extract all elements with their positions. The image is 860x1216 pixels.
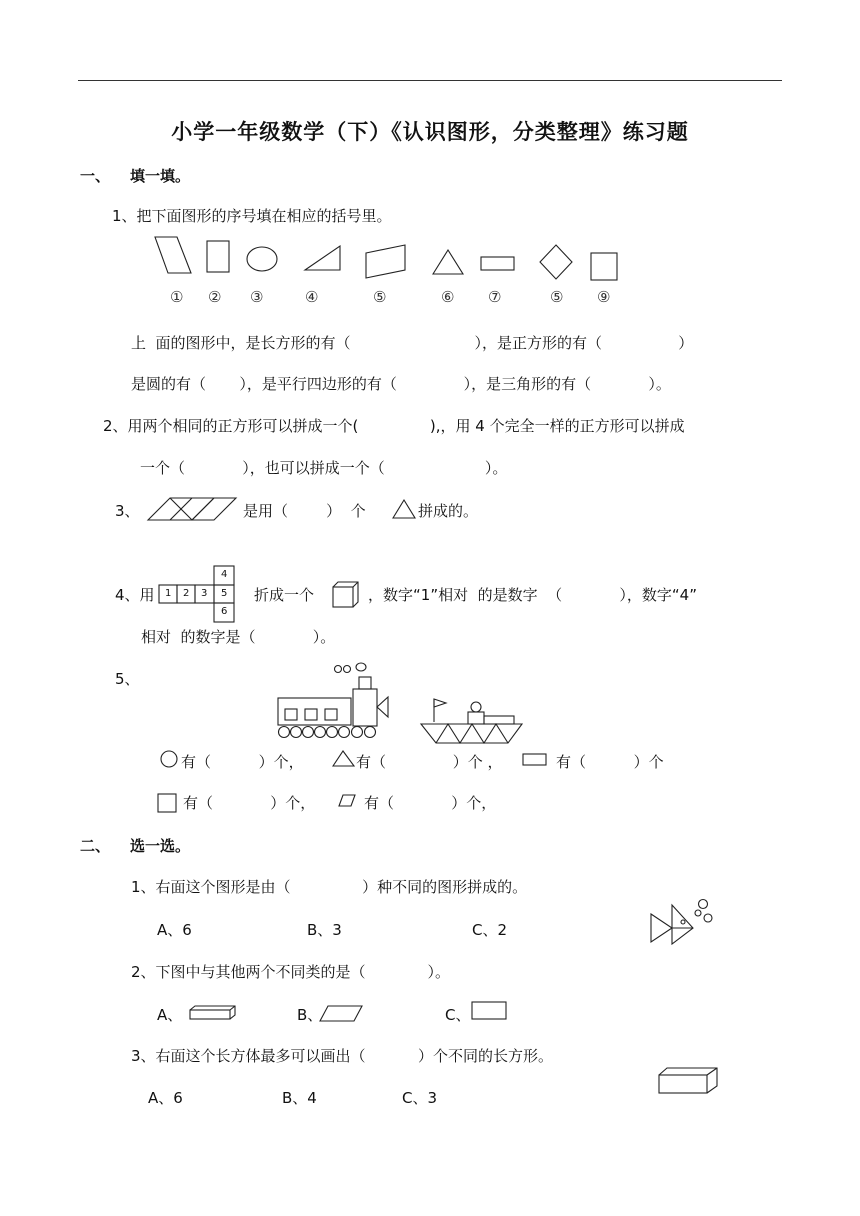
shape-label: ⑦ xyxy=(488,288,502,306)
shape-label: ⑤ xyxy=(550,288,564,306)
shape-label: ⑥ xyxy=(441,288,455,306)
q1-line2: 是圆的有（ ），是平行四边形的有（ ），是三角形的有（ ）。 xyxy=(131,375,671,393)
s2-q2-option-a[interactable]: A、 xyxy=(157,1006,183,1024)
q4-number: 4、用 xyxy=(115,586,155,604)
shape-label: ⑨ xyxy=(597,288,611,306)
s2-q3-option-a[interactable]: A、6 xyxy=(148,1089,183,1107)
q2-line1: 2、用两个相同的正方形可以拼成一个( ),，用 4 个完全一样的正方形可以拼成 xyxy=(103,417,685,435)
q5-number: 5、 xyxy=(115,670,140,688)
s2-q1-prompt: 1、右面这个图形是由（ ）种不同的图形拼成的。 xyxy=(131,878,528,896)
s2-q3-option-b[interactable]: B、4 xyxy=(282,1089,317,1107)
s2-q2-option-c[interactable]: C、 xyxy=(445,1006,471,1024)
q5-square-count: 有（ ）个， xyxy=(183,794,316,812)
shape-label: ④ xyxy=(305,288,319,306)
s2-q3-option-c[interactable]: C、3 xyxy=(402,1089,438,1107)
s2-q1-option-c[interactable]: C、2 xyxy=(472,921,508,939)
q4-line2: 相对 的数字是（ ）。 xyxy=(141,628,336,646)
net-number: 1 xyxy=(165,588,172,599)
s2-q1-option-b[interactable]: B、3 xyxy=(307,921,342,939)
s2-q3-prompt: 3、右面这个长方体最多可以画出（ ）个不同的长方形。 xyxy=(131,1047,553,1065)
section2-number: 二、 xyxy=(80,837,111,855)
q4-text: ，数字“1”相对 的是数字 （ ），数字“4” xyxy=(368,586,697,604)
q1-prompt: 1、把下面图形的序号填在相应的括号里。 xyxy=(112,207,392,225)
q5-triangle-count: 有（ ）个 ， xyxy=(356,753,503,771)
net-number: 3 xyxy=(201,588,208,599)
s2-q2-option-b[interactable]: B、 xyxy=(297,1006,323,1024)
q2-line2: 一个（ ），也可以拼成一个（ ）。 xyxy=(140,459,508,477)
shape-label: ① xyxy=(170,288,184,306)
s2-q1-option-a[interactable]: A、6 xyxy=(157,921,192,939)
net-number: 2 xyxy=(183,588,190,599)
net-number: 5 xyxy=(221,588,228,599)
s2-q2-prompt: 2、下图中与其他两个不同类的是（ ）。 xyxy=(131,963,451,981)
q3-tail: 拼成的。 xyxy=(418,502,479,520)
q3-number: 3、 xyxy=(115,502,140,520)
section1-number: 一、 xyxy=(80,167,111,185)
shape-label: ③ xyxy=(250,288,264,306)
net-number: 4 xyxy=(221,569,228,580)
q5-circle-count: 有（ ）个， xyxy=(181,753,304,771)
q5-parallelogram-count: 有（ ）个， xyxy=(364,794,497,812)
q5-rectangle-count: 有（ ）个 xyxy=(556,753,664,771)
shape-label: ⑤ xyxy=(373,288,387,306)
section1-heading: 填一填。 xyxy=(130,167,191,185)
q4-mid: 折成一个 xyxy=(254,586,315,604)
q3-text: 是用（ ） 个 xyxy=(243,502,366,520)
net-number: 6 xyxy=(221,606,228,617)
q1-line1: 上 面的图形中，是长方形的有（ ），是正方形的有（ ） xyxy=(131,334,694,352)
section2-heading: 选一选。 xyxy=(130,837,191,855)
page-title: 小学一年级数学（下）《认识图形，分类整理》练习题 xyxy=(171,120,689,144)
shape-label: ② xyxy=(208,288,222,306)
